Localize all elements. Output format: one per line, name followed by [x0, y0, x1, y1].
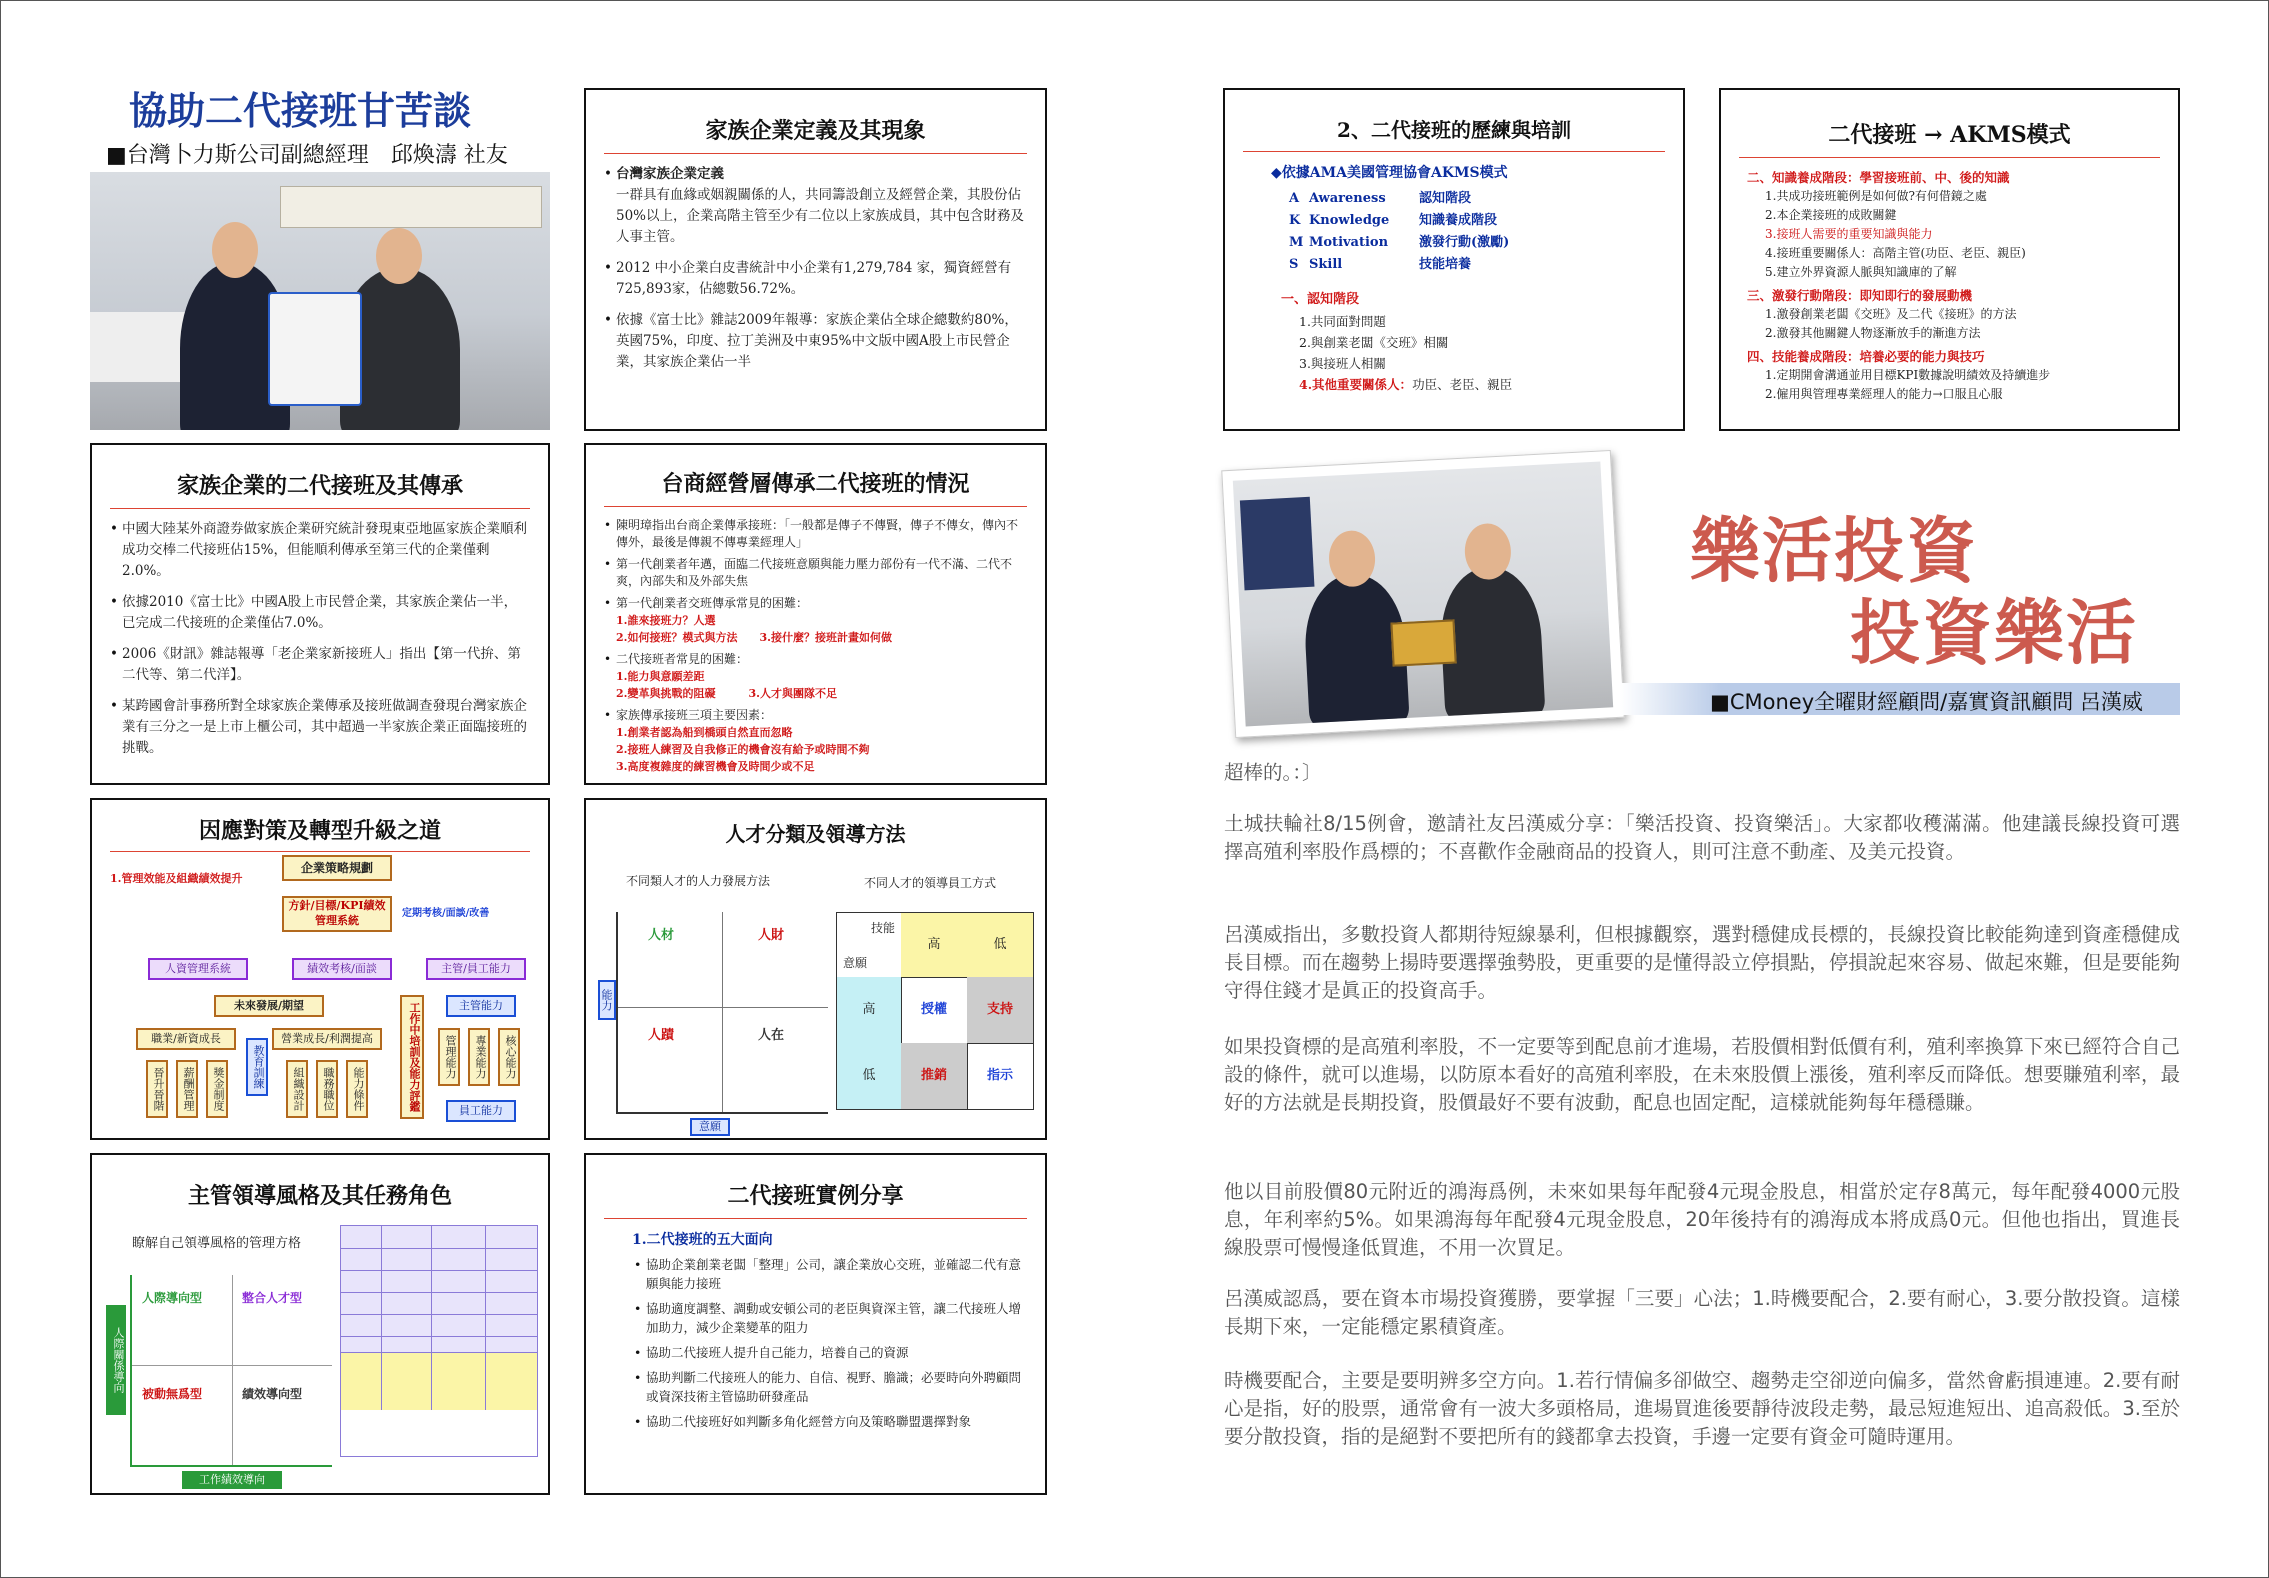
- grid-row-high: 高: [837, 977, 902, 1044]
- bullet: • 中國大陸某外商證券做家族企業研究統計發現東亞地區家族企業順利成功交棒二代接班佔15%，但能順利傳承至第三代的企業僅剩2.0%。: [122, 519, 530, 582]
- grid-cell: 授權: [901, 977, 968, 1044]
- quadrant-label: 人材: [648, 928, 675, 943]
- lead-grid: [836, 912, 1034, 1110]
- axis-x: 意願: [690, 1118, 730, 1136]
- photo-handshake-1: [90, 172, 550, 430]
- stage-item: 1.定期開會溝通並用目標KPI數據說明績效及持續進步: [1765, 368, 2051, 382]
- bullet: • 2006《財訊》雜誌報導「老企業家新接班人」指出【第一代拚、第二代等、第二代洋】。: [122, 644, 530, 686]
- slide-talent-classification: [584, 798, 1047, 1140]
- slide-title: 2、二代接班的歷練與培訓: [1337, 118, 1571, 142]
- table-col: [381, 1226, 382, 1410]
- grid-col-high: 高: [901, 913, 968, 978]
- quadrant-label: 人蹟: [648, 1028, 675, 1043]
- slide-title: 家族企業定義及其現象: [705, 118, 926, 144]
- stage-item: 4.接班重要關係人：高階主管(功臣、老臣、親臣): [1765, 246, 2026, 260]
- org-root: 企業策略規劃: [282, 855, 392, 881]
- table-col: [431, 1226, 432, 1410]
- chart-note: 1.管理效能及組織績效提升: [110, 872, 243, 885]
- bullet: • 協助二代接班好如判斷多角化經營方向及策略聯盟選擇對象: [646, 1412, 1027, 1431]
- org-growth: 營業成長/利潤提高: [272, 1028, 382, 1050]
- style-quadrant: 績效導向型: [242, 1387, 303, 1401]
- org-perf: 績效考核/面談: [292, 958, 392, 980]
- photo-inner: [1233, 462, 1613, 727]
- org-leaf: 薪酬管理: [176, 1060, 198, 1118]
- slide-rule: [1739, 157, 2160, 158]
- akms-intro: ◆依據AMA美國管理協會AKMS模式: [1271, 165, 1508, 181]
- stage-item: 3.接班人需要的重要知識與能力: [1765, 227, 1933, 241]
- photo-banner: [280, 186, 542, 228]
- org-ability: 主管/員工能力: [426, 958, 526, 980]
- stage-item: 2.激發其他關鍵人物逐漸放手的漸進方法: [1765, 326, 1981, 340]
- org-note: 定期考核/面談/改善: [402, 908, 490, 919]
- grid-head: 技能 意願: [837, 913, 902, 978]
- bullet: • 第一代創業者交班傳承常見的困難： 1.誰來接班力？人選 2.如何接班？模式與方法 3.接什麼？接班計畫如何做: [616, 595, 1027, 646]
- bullet: • 協助二代接班人提升自己能力，培養自己的資源: [646, 1343, 1027, 1362]
- stage-item: 2.本企業接班的成敗關鍵: [1765, 208, 1897, 222]
- slide-rule: [604, 1218, 1027, 1219]
- slide-rule: [1243, 151, 1665, 152]
- org-leaf: 專業能力: [468, 1028, 490, 1086]
- stage-item: 2.與創業老闆《交班》相關: [1299, 335, 1449, 350]
- grid-row-low: 低: [837, 1043, 902, 1109]
- stage-heading: 一、認知階段: [1281, 292, 1360, 307]
- article-paragraph: 超棒的。：〕: [1224, 761, 1322, 784]
- slide-subtitle: 瞭解自己領導風格的管理方格: [132, 1236, 302, 1251]
- table-line: [341, 1270, 537, 1271]
- org-leaf: 能力條件: [346, 1060, 368, 1118]
- slide-second-gen-succession: [90, 443, 550, 785]
- slide-rule: [110, 851, 530, 852]
- bullet: • 協助適度調整、調動或安頓公司的老臣與資深主管，讓二代接班人增加助力，減少企業變革的阻力: [646, 1299, 1027, 1337]
- style-quadrant: 被動無爲型: [142, 1387, 203, 1401]
- bullet: • 某跨國會計事務所對全球家族企業傳承及接班做調查發現台灣家族企業有三分之一是上市上櫃公司，其中超過一半家族企業正面臨接班的挑戰。: [122, 696, 530, 759]
- photo-head-right: [376, 228, 422, 284]
- article-paragraph: 他以目前股價80元附近的鴻海爲例，未來如果每年配發4元現金股息，相當於定存8萬元，每年配發4000元股息，年利率約5%。如果鴻海每年配發4元現金股息，20年後持有的鴻海成本將成爲0元。但他也指出，買進長線股票可慢慢逢低買進，不用一次買足。: [1224, 1180, 2180, 1259]
- article-paragraph: 如果投資標的是高殖利率股，不一定要等到配息前才進場，若股價相對低價有利，殖利率換算下來已經符合自己設的條件，就可以進場，以防原本看好的高殖利率股，在未來股價上漲後，殖利率反而降低。想要賺殖利率，最好的方法就是長期投資，股價最好不要有波動，配息也固定配，這樣就能夠每年穩穩賺。: [1224, 1035, 2180, 1114]
- style-table: [340, 1225, 538, 1457]
- bullet: • 依據2010《富士比》中國A股上市民營企業，其家族企業佔一半，已完成二代接班的企業僅佔7.0%。: [122, 592, 530, 634]
- quadrant-label: 人財: [758, 928, 785, 943]
- slide-title: 二代接班實例分享: [727, 1183, 904, 1209]
- feature-title-line1: 樂活投資: [1690, 509, 1978, 592]
- bullet: • 陳明璋指出台商企業傳承接班：「一般都是傳子不傳賢，傳子不傳女，傳內不傳外，最後是傳親不傳專業經理人」: [616, 517, 1027, 551]
- org-side: 工作中培訓及能力評鑑: [400, 995, 424, 1119]
- quadrant-vline: [722, 912, 723, 1112]
- article-paragraph: 土城扶輪社8/15例會，邀請社友呂漢威分享：「樂活投資、投資樂活」。大家都收穫滿滿。他建議長線投資可選擇高殖利率股作爲標的；不喜歡作金融商品的投資人，則可注意不動產、及美元投資。: [1224, 812, 2180, 863]
- slide-title: 家族企業的二代接班及其傳承: [176, 473, 463, 499]
- axis-y: 人際關係導向: [106, 1305, 126, 1415]
- org-future: 未來發展/期望: [214, 995, 324, 1017]
- bullet: • 二代接班者常見的困難： 1.能力與意願差距 2.變革與挑戰的阻礙 3.人才與團隊不足: [616, 651, 1027, 702]
- bullet: • 協助判斷二代接班人的能力、自信、視野、膽識；必要時向外聘顧問或資深技術主管協助研發產品: [646, 1368, 1027, 1406]
- slide-title: 人才分類及領導方法: [725, 822, 906, 846]
- slide-family-business-definition: [584, 88, 1047, 431]
- org-leaf: 組織設計: [286, 1060, 308, 1118]
- table-line: [341, 1314, 537, 1315]
- org-leaf: 教育訓練: [246, 1038, 268, 1096]
- table-line: [341, 1336, 537, 1337]
- stage-item: 2.僱用與管理專業經理人的能力→口服且心服: [1765, 387, 2003, 401]
- bullet: • 依據《富士比》雜誌2009年報導：家族企業佔全球企總數約80%，英國75%，印度、拉丁美洲及中東95%中文版中國A股上市民營企業，其家族企業佔一半: [616, 310, 1027, 373]
- table-line: [341, 1248, 537, 1249]
- bullet: • 台灣家族企業定義 一群具有血緣或姻親關係的人，共同籌設創立及經營企業，其股份佔50%以上，企業高階主管至少有二位以上家族成員，其中包含財務及人事主管。: [616, 164, 1027, 248]
- section-heading: 1.二代接班的五大面向: [632, 1232, 773, 1248]
- slide-akms-model: [1719, 88, 2180, 431]
- org-leaf: 管理能力: [438, 1028, 460, 1086]
- slide-rule: [604, 506, 1027, 507]
- style-grid: [130, 1275, 332, 1467]
- stage-item: 1.共成功接班範例是如何做?有何借鏡之處: [1765, 189, 1987, 203]
- grid-cell: 支持: [967, 977, 1033, 1044]
- bullet: • 第一代創業者年邁，面臨二代接班意願與能力壓力部份有一代不滿、二代不爽，內部失和及外部失焦: [616, 556, 1027, 590]
- page-title: 協助二代接班甘苦談: [128, 89, 471, 133]
- akms-row: M Motivation 激發行動(激勵): [1289, 235, 1510, 250]
- photo-gift-flag: [268, 292, 362, 406]
- quadrant-label: 人在: [758, 1028, 785, 1043]
- slide-title: 主管領導風格及其任務角色: [187, 1183, 452, 1209]
- article-paragraph: 呂漢威指出，多數投資人都期待短線暴利，但根據觀察，選對穩健成長標的，長線投資比較能夠達到資產穩健成長目標。而在趨勢上揚時要選擇強勢股，更重要的是懂得設立停損點，停損說起來容易、做起來難，但是要能夠守得住錢才是眞正的投資高手。: [1224, 923, 2180, 1002]
- org-kpi: 方針/目標/KPI績效管理系統: [282, 896, 392, 932]
- photo-handshake-2: [1221, 450, 1624, 738]
- quadrant-hline: [618, 1007, 828, 1008]
- table-line: [341, 1292, 537, 1293]
- org-supervisor: 主管能力: [446, 995, 516, 1017]
- stage-heading: 三、激發行動階段：即知即行的發展動機: [1747, 288, 1973, 303]
- stage-item: 3.與接班人相關: [1299, 356, 1386, 371]
- table-col: [485, 1226, 486, 1410]
- slide-title: 二代接班 → AKMS模式: [1828, 122, 2071, 148]
- grid-vline: [232, 1275, 233, 1465]
- stage-heading: 二、知識養成階段：學習接班前、中、後的知識: [1747, 170, 2010, 185]
- stage-heading: 四、技能養成階段：培養必要的能力與技巧: [1747, 349, 1985, 364]
- org-leaf: 晉升晉階: [146, 1060, 168, 1118]
- article-paragraph: 時機要配合，主要是要明辨多空方向。1.若行情偏多卻做空、趨勢走空卻逆向偏多，當然會虧損連連。2.要有耐心是指，好的股票，通常會有一波大多頭格局，進場買進後要靜待波段走勢，最忌短進短出、追高殺低。3.至於要分散投資，指的是絕對不要把所有的錢都拿去投資，手邊一定要有資金可隨時運用。: [1224, 1369, 2180, 1448]
- photo-head-left: [212, 222, 258, 278]
- table-line: [341, 1352, 537, 1353]
- slide-taiwan-succession: [584, 443, 1047, 785]
- slide-title: 因應對策及轉型升級之道: [198, 818, 441, 844]
- axis-x: 工作績效導向: [182, 1471, 282, 1489]
- org-staff: 員工能力: [446, 1100, 516, 1122]
- bullet: • 協助企業創業老闆「整理」公司，讓企業放心交班，並確認二代有意願與能力接班: [646, 1255, 1027, 1293]
- style-quadrant: 人際導向型: [142, 1291, 203, 1305]
- org-leaf: 核心能力: [498, 1028, 520, 1086]
- right-caption: 不同人才的領導員工方式: [864, 876, 997, 890]
- page-byline: ■台灣卜力斯公司副總經理 邱煥濤 社友: [106, 143, 508, 168]
- feature-byline: ■CMoney全曜財經顧問/嘉實資訊顧問 呂漢威: [1710, 690, 2143, 714]
- style-quadrant: 整合人才型: [242, 1291, 303, 1305]
- akms-row: K Knowledge 知識養成階段: [1289, 213, 1498, 228]
- grid-col-low: 低: [967, 913, 1033, 978]
- akms-row: S Skill 技能培養: [1289, 257, 1472, 272]
- org-leaf: 職務職位: [316, 1060, 338, 1118]
- grid-cell: 推銷: [901, 1043, 968, 1109]
- bullet: • 2012 中小企業白皮書統計中小企業有1,279,784 家，獨資經營有725,893家，佔總數56.72%。: [616, 258, 1027, 300]
- slide-title: 台商經營層傳承二代接班的情況: [661, 471, 970, 497]
- stage-item: 1.共同面對問題: [1299, 314, 1386, 329]
- stage-item: 5.建立外界資源人脈與知識庫的了解: [1765, 265, 1957, 279]
- slide-leadership-style: [90, 1153, 550, 1495]
- feature-title-line2: 投資樂活: [1850, 591, 2138, 674]
- org-hr: 人資管理系統: [148, 958, 248, 980]
- stage-item: 1.激發創業老闆《交班》及二代《接班》的方法: [1765, 307, 2017, 321]
- slide-rule: [604, 153, 1027, 154]
- slide-case-sharing: [584, 1153, 1047, 1495]
- grid-cell: 指示: [986, 1068, 1013, 1083]
- org-leaf: 獎金制度: [206, 1060, 228, 1118]
- article-paragraph: 呂漢威認爲，要在資本市場投資獲勝，要掌握「三要」心法；1.時機要配合，2.要有耐心，3.要分散投資。這樣長期下來，一定能穩定累積資產。: [1224, 1287, 2180, 1338]
- stage-item: 4.其他重要關係人：功臣、老臣、親臣: [1299, 377, 1513, 392]
- slide-transformation: [90, 798, 550, 1140]
- bullet: • 家族傳承接班三項主要因素： 1.創業者認為船到橋頭自然直而忽略 2.接班人練習及自我修正的機會沒有給予或時間不夠 3.高度複雜度的練習機會及時間少或不足: [616, 707, 1027, 775]
- akms-row: A Awareness 認知階段: [1289, 191, 1472, 206]
- slide-akms-training: [1223, 88, 1685, 431]
- photo-screen: [1240, 497, 1315, 591]
- axis-y: 能力: [598, 980, 616, 1020]
- photo-certificate: [1390, 619, 1456, 666]
- org-reward: 職業/新資成長: [136, 1028, 236, 1050]
- slide-rule: [110, 508, 530, 509]
- left-caption: 不同類人才的人力發展方法: [626, 874, 771, 888]
- quadrant: [616, 912, 828, 1114]
